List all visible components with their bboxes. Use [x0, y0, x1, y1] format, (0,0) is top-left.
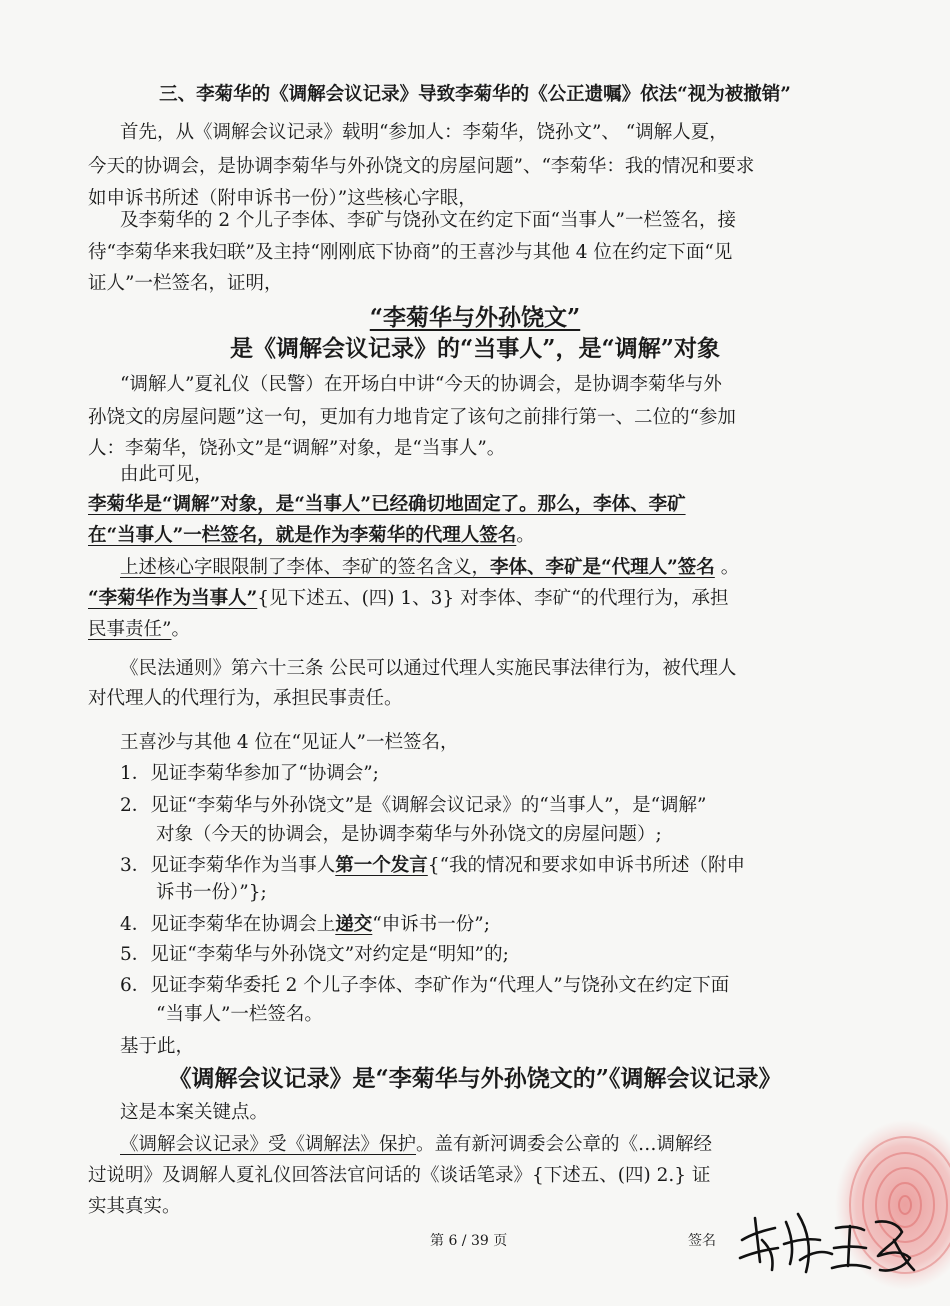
bold-underlined-text: 李体、李矿是“代理人”签名	[490, 557, 715, 578]
paragraph-line: 实其真实。	[88, 1196, 181, 1217]
bold-underlined-text: “李菊华作为当事人”	[88, 588, 258, 609]
text: {见下述五、(四) 1、3} 对李体、李矿“的代理行为，承担	[257, 588, 729, 609]
underlined-text: 《调解会议记录》受《调解法》保护	[120, 1134, 417, 1155]
text: 4．见证李菊华在协调会上	[120, 914, 336, 935]
section-title: 三、李菊华的《调解会议记录》导致李菊华的《公正遗嘱》依法“视为被撤销”	[159, 84, 791, 105]
list-item-continued: “当事人”一栏签名。	[156, 1004, 323, 1025]
page-number: 第 6 / 39 页	[430, 1233, 508, 1249]
paragraph-line: “调解人”夏礼仪（民警）在开场白中讲“今天的协调会，是协调李菊华与外	[120, 374, 722, 395]
heading-1-line-2: 是《调解会议记录》的“当事人”，是“调解”对象	[230, 335, 720, 362]
emphasis-text: 李菊华是“调解”对象，是“当事人”已经确切地固定了。那么，李体、李矿	[88, 494, 686, 515]
list-item: 2．见证“李菊华与外孙饶文”是《调解会议记录》的“当事人”，是“调解”	[120, 795, 707, 816]
bold-underlined-text: 递交	[335, 914, 373, 935]
text: 3．见证李菊华作为当事人	[120, 855, 336, 876]
heading-2: 《调解会议记录》是“李菊华与外孙饶文的”《调解会议记录》	[168, 1065, 782, 1092]
paragraph-line: 及李菊华的 2 个儿子李体、李矿与饶孙文在约定下面“当事人”一栏签名，接	[120, 210, 736, 231]
paragraph-line: 待“李菊华来我妇联”及主持“刚刚底下协商”的王喜沙与其他 4 位在约定下面“见	[88, 242, 733, 263]
paragraph-line: 今天的协调会，是协调李菊华与外孙饶文的房屋问题”、“李菊华：我的情况和要求	[88, 156, 755, 177]
signature-label: 签名	[688, 1233, 716, 1249]
text: {“我的情况和要求如申诉书所述（附申	[427, 855, 746, 876]
paragraph-line: 人：李菊华，饶孙文”是“调解”对象，是“当事人”。	[88, 438, 506, 459]
paragraph-line: 基于此，	[120, 1036, 195, 1057]
list-item: 6．见证李菊华委托 2 个儿子李体、李矿作为“代理人”与饶孙文在约定下面	[120, 975, 730, 996]
paragraph-line: 《民法通则》第六十三条 公民可以通过代理人实施民事法律行为，被代理人	[120, 658, 737, 679]
text: “申诉书一份”;	[372, 914, 490, 935]
trailing-text: 。	[714, 557, 740, 578]
underlined-text: 上述核心字眼限制了李体、李矿的签名含义，	[120, 557, 491, 578]
list-item: 5．见证“李菊华与外孙饶文”对约定是“明知”的;	[120, 944, 509, 965]
bold-underlined-text: 第一个发言	[335, 855, 428, 876]
text: 。盖有新河调委会公章的《…调解经	[416, 1134, 713, 1155]
heading-1-line-1-text: “李菊华与外孙饶文”	[369, 304, 581, 331]
paragraph-line: 对代理人的代理行为，承担民事责任。	[88, 688, 403, 709]
paragraph-line: 过说明》及调解人夏礼仪回答法官问话的《谈话笔录》{下述五、(四) 2.} 证	[88, 1165, 711, 1186]
paragraph-line: 这是本案关键点。	[120, 1102, 269, 1123]
list-item-continued: 对象（今天的协调会，是协调李菊华与外孙饶文的房屋问题）;	[156, 824, 662, 845]
paragraph-line: 由此可见，	[120, 464, 213, 485]
paragraph-line: 如申诉书所述（附申诉书一份）”这些核心字眼，	[88, 188, 477, 209]
paragraph-line: 孙饶文的房屋问题”这一句，更加有力地肯定了该句之前排行第一、二位的“参加	[88, 407, 736, 428]
paragraph-line: 王喜沙与其他 4 位在“见证人”一栏签名，	[120, 732, 459, 753]
period: 。	[171, 619, 190, 640]
emphasis-text: 在“当事人”一栏签名，就是作为李菊华的代理人签名	[88, 525, 517, 546]
list-item: 1．见证李菊华参加了“协调会”;	[120, 763, 379, 784]
list-item-continued: 诉书一份）”};	[156, 882, 267, 903]
paragraph-line: 首先，从《调解会议记录》载明“参加人：李菊华，饶孙文”、 “调解人夏，	[120, 122, 728, 143]
underlined-text: 民事责任”	[88, 619, 172, 640]
paragraph-line: 证人”一栏签名，证明，	[88, 273, 283, 294]
period: 。	[516, 525, 535, 546]
